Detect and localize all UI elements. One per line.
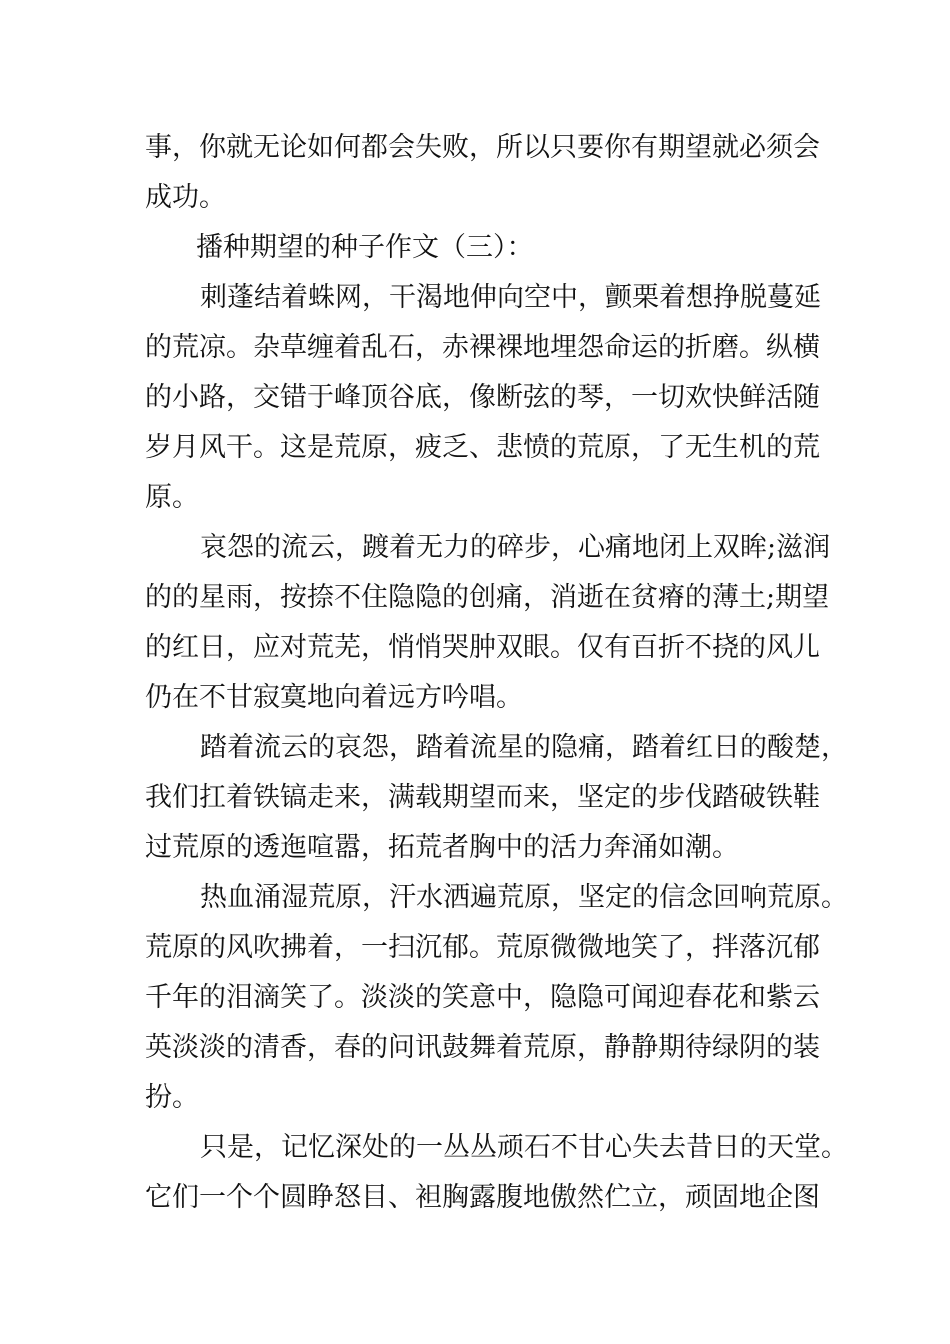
text-line: 荒原的风吹拂着，一扫沉郁。荒原微微地笑了，拌落沉郁 <box>145 932 820 963</box>
text-line: 热血涌湿荒原，汗水洒遍荒原，坚定的信念回响荒原。 <box>200 882 848 913</box>
section-heading: 播种期望的种子作文（三）： <box>196 232 534 263</box>
text-line: 踏着流云的哀怨，踏着流星的隐痛，踏着红日的酸楚， <box>200 732 848 763</box>
text-line: 成功。 <box>145 182 226 213</box>
text-line: 的的星雨，按捺不住隐隐的创痛，消逝在贫瘠的薄土;期望 <box>145 582 830 613</box>
text-line: 岁月风干。这是荒原，疲乏、悲愤的荒原，了无生机的荒 <box>145 432 820 463</box>
text-line: 事，你就无论如何都会失败，所以只要你有期望就必须会 <box>145 132 820 163</box>
text-line: 过荒原的透迤喧嚣，拓荒者胸中的活力奔涌如潮。 <box>145 832 739 863</box>
text-line: 扮。 <box>145 1082 199 1113</box>
text-line: 我们扛着铁镐走来，满载期望而来，坚定的步伐踏破铁鞋 <box>145 782 820 813</box>
text-line: 的荒凉。杂草缠着乱石，赤裸裸地埋怨命运的折磨。纵横 <box>145 332 820 363</box>
text-line: 只是，记忆深处的一丛丛顽石不甘心失去昔日的天堂。 <box>200 1132 848 1163</box>
text-line: 原。 <box>145 482 199 513</box>
text-line: 哀怨的流云，踱着无力的碎步，心痛地闭上双眸;滋润 <box>200 532 831 563</box>
text-line: 仍在不甘寂寞地向着远方吟唱。 <box>145 682 523 713</box>
text-line: 它们一个个圆睁怒目、袒胸露腹地傲然伫立，顽固地企图 <box>145 1182 820 1213</box>
text-line: 千年的泪滴笑了。淡淡的笑意中，隐隐可闻迎春花和紫云 <box>145 982 820 1013</box>
text-line: 的红日，应对荒芜，悄悄哭肿双眼。仅有百折不挠的风儿 <box>145 632 820 663</box>
text-line: 的小路，交错于峰顶谷底，像断弦的琴，一切欢快鲜活随 <box>145 382 820 413</box>
text-line: 英淡淡的清香，春的问讯鼓舞着荒原，静静期待绿阴的装 <box>145 1032 820 1063</box>
text-line: 刺蓬结着蛛网，干渴地伸向空中，颤栗着想挣脱蔓延 <box>200 282 821 313</box>
